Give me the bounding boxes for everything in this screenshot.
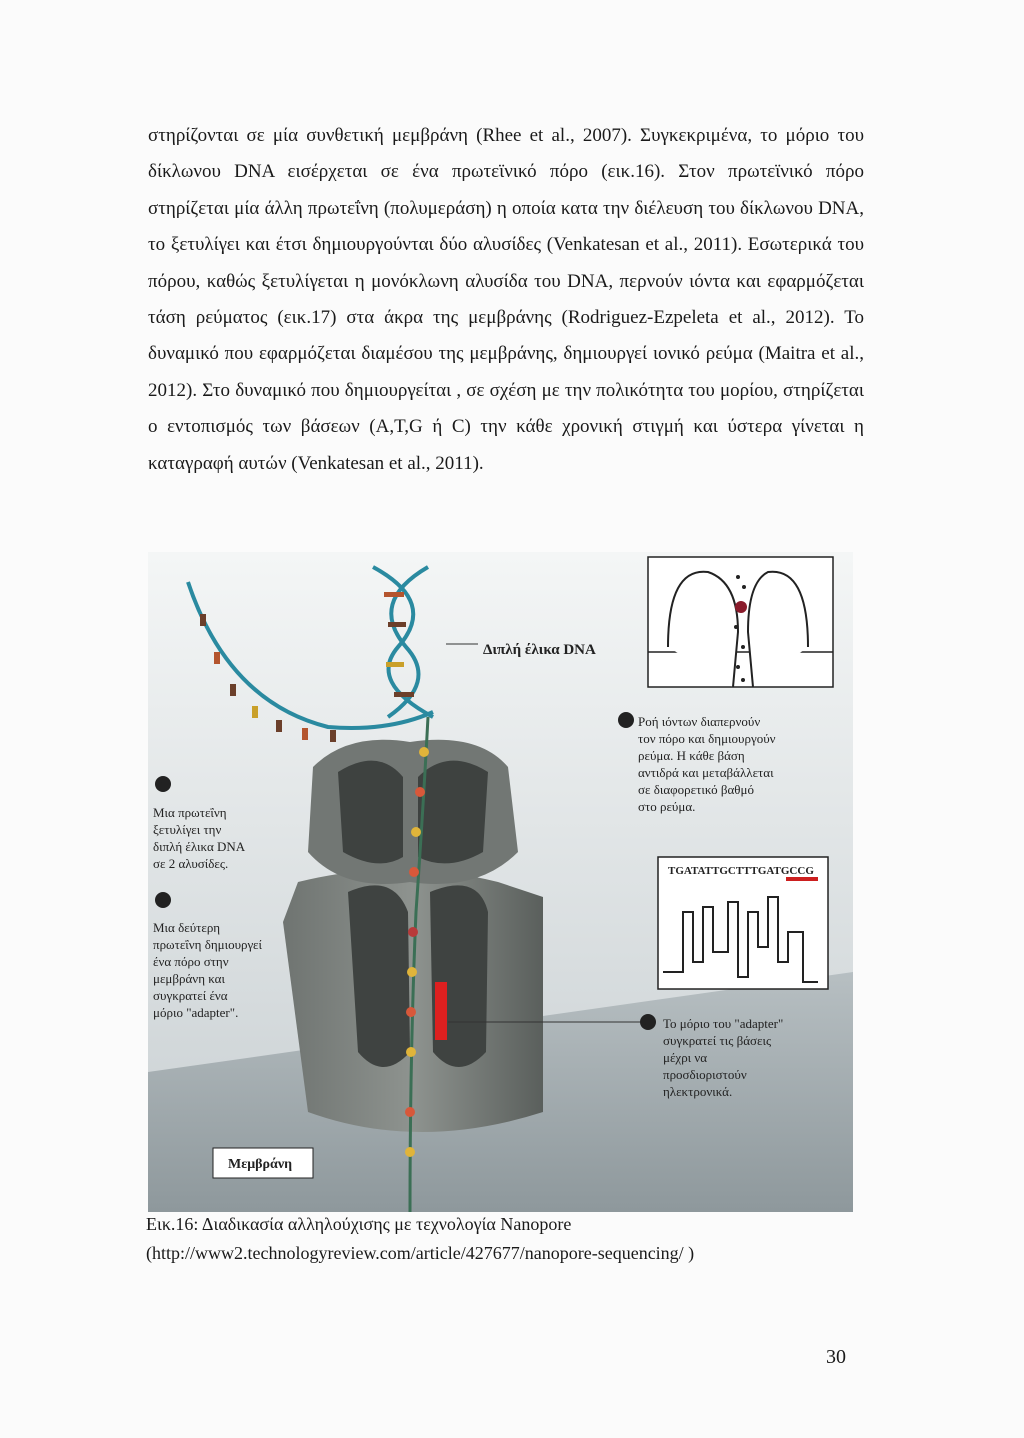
nanopore-illustration bbox=[148, 552, 853, 1212]
svg-text:ρεύμα. Η κάθε βάση: ρεύμα. Η κάθε βάση bbox=[638, 748, 745, 763]
svg-text:Ροή ιόντων διαπερνούν: Ροή ιόντων διαπερνούν bbox=[638, 714, 761, 729]
svg-text:τον πόρο και δημιουργούν: τον πόρο και δημιουργούν bbox=[638, 731, 776, 746]
pore-inner-left bbox=[348, 885, 410, 1067]
svg-text:μέχρι να: μέχρι να bbox=[663, 1050, 708, 1065]
svg-text:Μια πρωτεΐνη: Μια πρωτεΐνη bbox=[153, 805, 227, 820]
dna-label: Διπλή έλικα DNA bbox=[483, 642, 596, 658]
body-paragraph: στηρίζονται σε μία συνθετική μεμβράνη (Rhee et al., 2007). Συγκεκριμένα, το μόριο του δίκλωνου DNA εισέρχεται σε ένα πρωτεϊνικό πόρο (εικ.16). Στον πρωτεϊνικό πόρο στηρίζεται μία άλλη πρωτεΐνη (πολυμεράση) η οποία κατα την διέλευση του δίκλωνου DNA, το ξετυλίγει και έτσι δημιουργούνται δύο αλυσίδες (Venkatesan et al., 2011). Εσωτερικά του πόρου, καθώς ξετυλίγεται η μονόκλωνη αλυσίδα του DNA, περνούν ιόντα και εφαρμόζεται τάση ρεύματος (εικ.17) στα άκρα της μεμβράνης (Rodriguez-Ezpeleta et al., 2012). Το δυναμικό που εφαρμόζεται διαμέσου της μεμβράνης, δημιουργεί ιονικό ρεύμα (Maitra et al., 2012). Στο δυναμικό που δημιουργείται , σε σχέση με την πολικότητα του μορίου, στηρίζεται ο εντοπισμός των βάσεων (A,T,G ή C) την κάθε χρονική στιγμή και ύστερα γίνεται η καταγραφή αυτών (Venkatesan et al., 2011). bbox=[148, 125, 864, 474]
svg-text:2: 2 bbox=[159, 896, 165, 908]
svg-text:συγκρατεί τις βάσεις: συγκρατεί τις βάσεις bbox=[663, 1033, 772, 1048]
polymerase-inner-left bbox=[338, 761, 403, 864]
current-trace-panel bbox=[658, 857, 828, 989]
svg-text:προσδιοριστούν: προσδιοριστούν bbox=[663, 1067, 747, 1082]
svg-text:στο ρεύμα.: στο ρεύμα. bbox=[638, 799, 696, 814]
page-number: 30 bbox=[826, 1346, 846, 1368]
svg-text:σε διαφορετικό βαθμό: σε διαφορετικό βαθμό bbox=[638, 782, 754, 797]
figure-caption bbox=[146, 1210, 866, 1268]
membrane-label: Μεμβράνη bbox=[228, 1157, 293, 1172]
svg-text:1: 1 bbox=[159, 780, 165, 792]
svg-text:αντιδρά και μεταβάλλεται: αντιδρά και μεταβάλλεται bbox=[638, 765, 774, 780]
nanopore-figure bbox=[148, 552, 853, 1212]
svg-text:σε 2 αλυσίδες.: σε 2 αλυσίδες. bbox=[153, 856, 229, 871]
polymerase-inner-right bbox=[418, 761, 488, 864]
inset-pore-schematic bbox=[648, 557, 833, 687]
svg-text:πρωτεΐνη δημιουργεί: πρωτεΐνη δημιουργεί bbox=[153, 937, 263, 952]
svg-text:ηλεκτρονικά.: ηλεκτρονικά. bbox=[663, 1084, 733, 1099]
svg-text:4: 4 bbox=[644, 1018, 650, 1030]
svg-text:3: 3 bbox=[622, 716, 628, 728]
adapter-molecule bbox=[435, 982, 447, 1040]
svg-text:μεμβράνη και: μεμβράνη και bbox=[153, 971, 225, 986]
svg-text:Το μόριο του "adapter": Το μόριο του "adapter" bbox=[663, 1016, 784, 1031]
svg-text:ένα πόρο στην: ένα πόρο στην bbox=[153, 954, 229, 969]
svg-text:ξετυλίγει την: ξετυλίγει την bbox=[153, 822, 222, 837]
svg-text:συγκρατεί ένα: συγκρατεί ένα bbox=[153, 988, 228, 1003]
caption-source-link[interactable]: (http://www2.technologyreview.com/article/427677/nanopore-sequencing/ ) bbox=[146, 1243, 695, 1263]
svg-text:διπλή έλικα DNA: διπλή έλικα DNA bbox=[153, 839, 246, 854]
svg-text:Μια δεύτερη: Μια δεύτερη bbox=[153, 920, 221, 935]
caption-title: Εικ.16: Διαδικασία αλληλούχισης με τεχνολογία Nanopore bbox=[146, 1214, 572, 1234]
sequence-readout: TGATATTGCTTTGATGCCG bbox=[668, 865, 814, 877]
polymerase-protein bbox=[308, 740, 518, 884]
svg-text:μόριο "adapter".: μόριο "adapter". bbox=[153, 1005, 239, 1020]
